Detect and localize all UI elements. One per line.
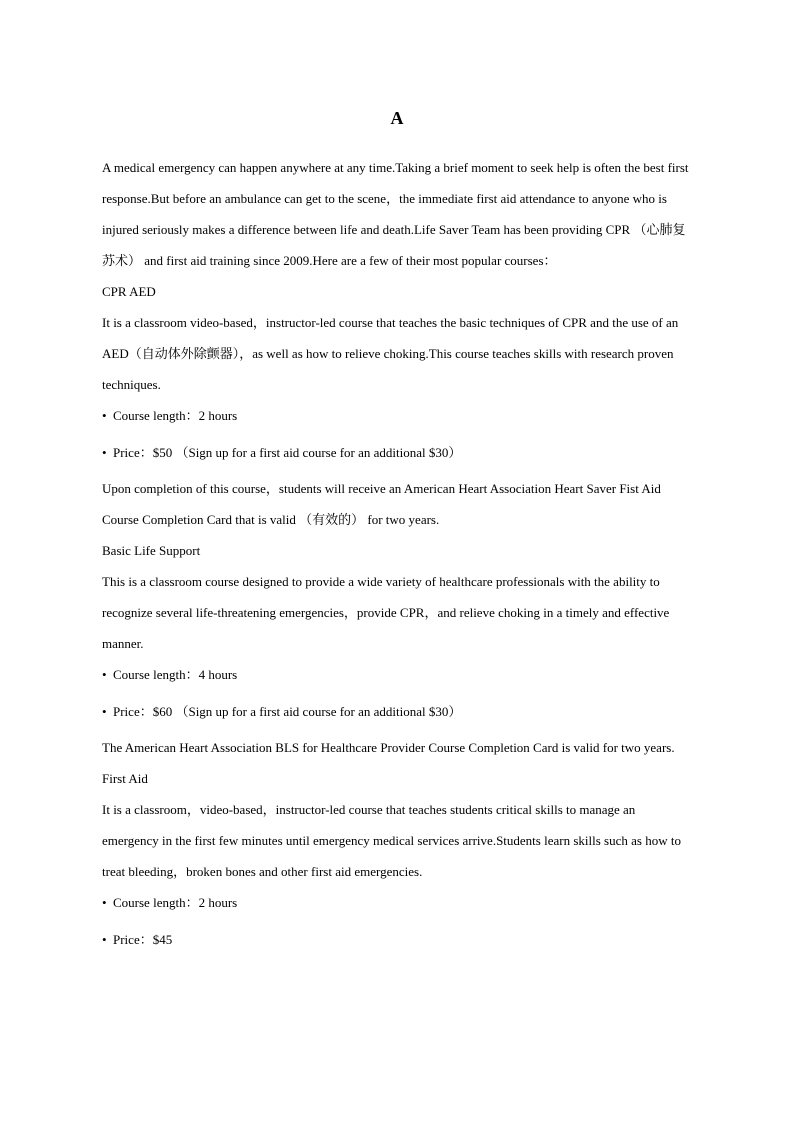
bullet-icon: • [102,932,107,947]
course-price-item [102,696,694,727]
course-length: Course length：4 hours [113,667,238,682]
course-length: Course length：2 hours [113,408,238,423]
course-note: Upon completion of this course，students will receive an American Heart Association Heart Saver Fist Aid Course Completion Card that is valid （有效的） for two years. [102,481,661,527]
course-heading: Basic Life Support [102,543,201,558]
course-section [102,276,694,535]
course-length: Course length：2 hours [113,895,238,910]
course-section [102,535,694,763]
course-price-item [102,437,694,468]
bullet-icon: • [102,667,107,682]
course-price-item [102,924,694,955]
course-length-item [102,400,694,431]
bullet-icon: • [102,895,107,910]
passage-title: A [390,108,404,128]
intro-paragraph: A medical emergency can happen anywhere at any time.Taking a brief moment to seek help is often the best first response.But before an ambulance can get to the scene，the immediate first aid attendance to anyone who is injured seriously makes a difference between life and death.Life Saver Team has been providing CPR （心肺复苏术） and first aid training since 2009.Here are a few of their most popular courses： [102,160,689,268]
bullet-icon: • [102,704,107,719]
course-heading: First Aid [102,771,148,786]
course-length-item [102,659,694,690]
course-description: This is a classroom course designed to provide a wide variety of healthcare professionals with the ability to recognize several life-threatening emergencies，provide CPR，and relieve choking in a timely and effective manner. [102,574,670,651]
bullet-icon: • [102,408,107,423]
course-price: Price：$45 [113,932,173,947]
bullet-icon: • [102,445,107,460]
course-description: It is a classroom，video-based，instructor-led course that teaches students critical skills to manage an emergency in the first few minutes until emergency medical services arrive.Students learn skills such as how to treat bleeding，broken bones and other first aid emergencies. [102,802,681,879]
course-note: The American Heart Association BLS for Healthcare Provider Course Completion Card is valid for two years. [102,740,675,755]
course-price: Price：$50 （Sign up for a first aid course for an additional $30） [113,445,462,460]
course-description: It is a classroom video-based，instructor-led course that teaches the basic techniques of CPR and the use of an AED（自动体外除颤器），as well as how to relieve choking.This course teaches skills with research proven techniques. [102,315,679,392]
course-length-item [102,887,694,918]
course-heading: CPR AED [102,284,156,299]
course-section [102,763,694,955]
passage-body [102,152,694,960]
course-price: Price：$60 （Sign up for a first aid course for an additional $30） [113,704,462,719]
